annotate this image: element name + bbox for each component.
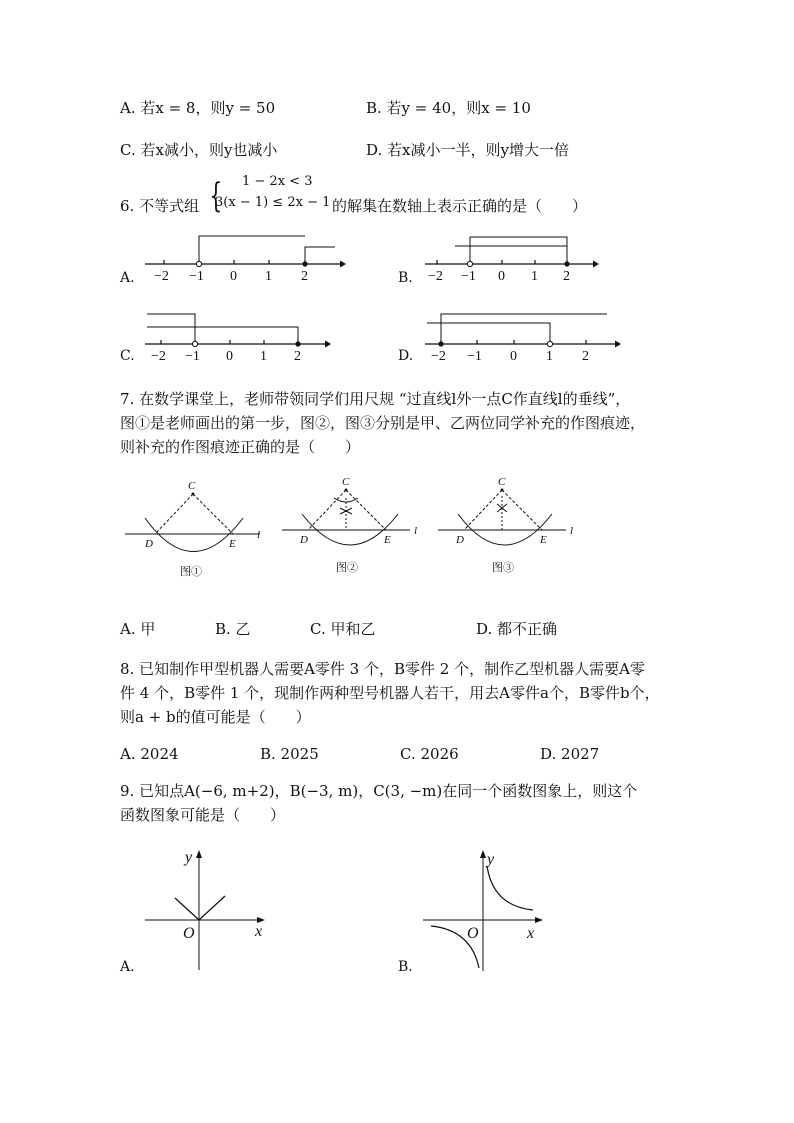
tick-label: 1 [265, 269, 272, 284]
point-c-label: C [498, 476, 506, 488]
q7-figure-3 [438, 476, 588, 586]
q6-number-line-c [145, 310, 345, 364]
tick-label: 2 [582, 349, 589, 364]
point-e-label: E [540, 534, 547, 546]
tick-label: 0 [510, 349, 517, 364]
point-d-label: D [456, 534, 464, 546]
tick-label: 2 [563, 269, 570, 284]
q6-prefix: 6. 不等式组 [120, 197, 200, 215]
tick-label: −2 [151, 349, 166, 364]
tick-label: −2 [154, 269, 169, 284]
tick-label: −1 [185, 349, 200, 364]
q7-line-3: 则补充的作图痕迹正确的是（ ） [120, 438, 361, 456]
q6-suffix: 的解集在数轴上表示正确的是（ ） [332, 197, 588, 215]
q5-option-a: A. 若x = 8，则y = 50 [120, 99, 276, 117]
axis-x-label: x [527, 925, 535, 942]
q8-option-a: A. 2024 [120, 745, 179, 763]
tick-label: 1 [546, 349, 553, 364]
tick-label: −1 [461, 269, 476, 284]
tick-label: 1 [260, 349, 267, 364]
axis-y-label: y [185, 849, 193, 866]
q7-line-1: 7. 在数学课堂上，老师带领同学们用尺规 “过直线l外一点C作直线l的垂线”， [120, 390, 631, 408]
q7-option-a: A. 甲 [120, 620, 156, 638]
point-d-label: D [300, 534, 308, 546]
point-c-label: C [188, 480, 196, 492]
q6-number-line-b [425, 232, 605, 282]
line-l-label: l [414, 525, 418, 537]
origin-label: O [467, 925, 479, 942]
line-l-label: l [257, 529, 261, 541]
figure-caption: 图③ [492, 562, 514, 574]
point-c-label: C [342, 476, 350, 488]
q6-number-line-a [145, 232, 345, 282]
q6-number-line-d [425, 310, 625, 364]
line-l-label: l [570, 525, 574, 537]
q7-figure-2 [282, 476, 432, 586]
tick-label: 2 [294, 349, 301, 364]
figure-caption: 图② [336, 562, 358, 574]
q8-line-2: 件 4 个，B零件 1 个，现制作两种型号机器人若干，用去A零件a个，B零件b个， [120, 684, 660, 702]
point-e-label: E [384, 534, 391, 546]
q8-line-3: 则a + b的值可能是（ ） [120, 708, 311, 726]
axis-y-label: y [487, 851, 495, 868]
q7-option-b: B. 乙 [215, 620, 251, 638]
q7-option-c: C. 甲和乙 [310, 620, 376, 638]
tick-label: −1 [189, 269, 204, 284]
q6-option-d-label: D. [398, 348, 414, 364]
q7-option-d: D. 都不正确 [476, 620, 558, 638]
q9-option-a-label: A. [120, 959, 135, 975]
point-d-label: D [145, 538, 153, 550]
q5-option-c: C. 若x减小，则y也减小 [120, 141, 278, 159]
origin-label: O [183, 925, 195, 942]
figure-caption: 图① [180, 566, 202, 578]
q9-option-b-label: B. [398, 959, 413, 975]
q5-option-d: D. 若x减小一半，则y增大一倍 [366, 141, 569, 159]
tick-label: 1 [531, 269, 538, 284]
axis-x-label: x [255, 923, 263, 940]
point-e-label: E [229, 538, 236, 550]
q8-option-d: D. 2027 [540, 745, 600, 763]
tick-label: 0 [230, 269, 237, 284]
q9-graph-b [423, 846, 563, 976]
q7-figure-1 [125, 480, 275, 590]
q6-option-a-label: A. [120, 270, 135, 286]
q8-line-1: 8. 已知制作甲型机器人需要A零件 3 个，B零件 2 个，制作乙型机器人需要A零 [120, 660, 645, 678]
q6-option-b-label: B. [398, 270, 413, 286]
q5-option-b: B. 若y = 40，则x = 10 [366, 99, 531, 117]
q9-line-2: 函数图象可能是（ ） [120, 806, 286, 824]
q8-option-b: B. 2025 [260, 745, 319, 763]
q6-inequality-2: 3(x − 1) ≤ 2x − 1 [215, 195, 331, 210]
tick-label: 2 [301, 269, 308, 284]
q7-line-2: 图①是老师画出的第一步，图②，图③分别是甲、乙两位同学补充的作图痕迹， [120, 414, 646, 432]
q6-inequality-1: 1 − 2x < 3 [242, 174, 313, 189]
tick-label: −1 [467, 349, 482, 364]
q6-brace: { [209, 176, 223, 216]
q9-line-1: 9. 已知点A(−6, m+2)，B(−3, m)，C(3, −m)在同一个函数图象上，则这个 [120, 782, 638, 800]
tick-label: −2 [431, 349, 446, 364]
tick-label: 0 [498, 269, 505, 284]
tick-label: −2 [428, 269, 443, 284]
q6-option-c-label: C. [120, 348, 135, 364]
tick-label: 0 [226, 349, 233, 364]
q9-graph-a [145, 848, 275, 973]
q8-option-c: C. 2026 [400, 745, 459, 763]
